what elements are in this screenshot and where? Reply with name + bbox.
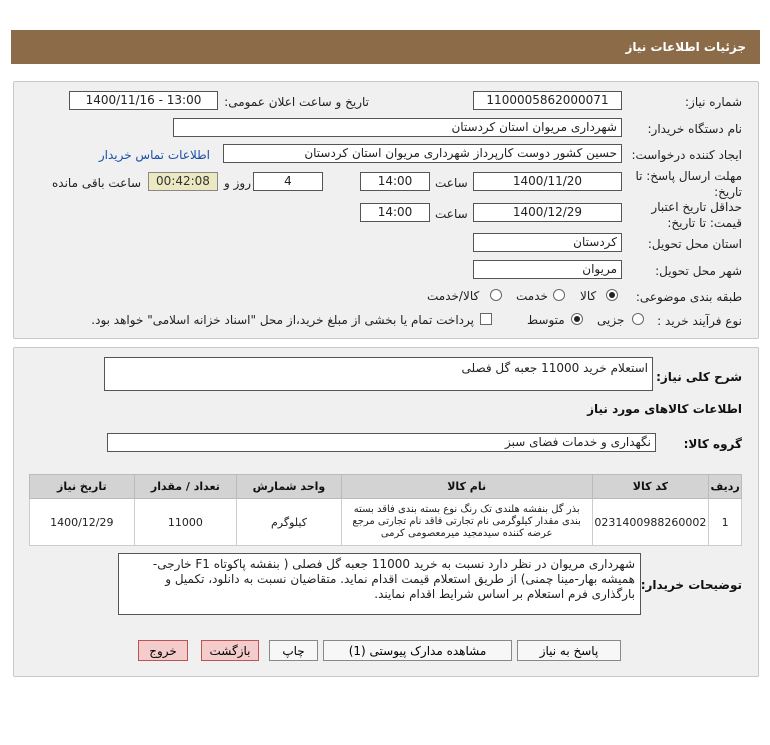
process-radio-minor[interactable]	[632, 313, 644, 325]
validity-date-field: 1400/12/29	[473, 203, 622, 222]
province-label: استان محل تحویل:	[647, 237, 742, 251]
category-radio-goods[interactable]	[606, 289, 618, 301]
validity-label	[632, 199, 742, 231]
col-unit-header: واحد شمارش	[237, 475, 342, 499]
deadline-time-field: 14:00	[360, 172, 430, 191]
days-field: 4	[253, 172, 323, 191]
category-option-goods: کالا	[580, 289, 597, 303]
goods-group-field: نگهداری و خدمات فضای سبز	[107, 433, 656, 452]
deadline-time-label: ساعت	[435, 176, 468, 190]
table-row	[30, 499, 742, 546]
process-option-minor: جزیی	[597, 313, 625, 327]
buyer-notes-field: شهرداری مریوان در نظر دارد نسبت به خرید 11000 جعبه گل فصلی ( بنفشه پاکوتاه F1 خارجی-همیشه بهار-مینا چمنی) از طریق استعلام قیمت اقدام نماید. متقاضیان نسبت به دانلود، تکمیل و بارگذاری فرم استعلام بر اساس شرایط اقدام نمایند.	[118, 553, 641, 615]
col-name-header: نام کالا	[341, 475, 592, 499]
goods-table-header	[30, 475, 742, 499]
validity-time-label: ساعت	[435, 207, 468, 221]
announce-field: 1400/11/16 - 13:00	[69, 91, 218, 110]
row-index: 1	[709, 499, 742, 546]
buyer-org-label: نام دستگاه خریدار:	[647, 122, 742, 136]
validity-label-text: حداقل تاریخ اعتبار قیمت: تا تاریخ:	[651, 200, 742, 230]
reply-button[interactable]: پاسخ به نیاز	[517, 640, 621, 661]
deadline-date-field: 1400/11/20	[473, 172, 622, 191]
city-field: مریوان	[473, 260, 622, 279]
creator-label: ایجاد کننده درخواست:	[631, 148, 742, 162]
row-code: 0231400988260002	[592, 499, 709, 546]
print-button[interactable]: چاپ	[269, 640, 318, 661]
need-number-label: شماره نیاز:	[685, 95, 742, 109]
row-qty: 11000	[134, 499, 237, 546]
creator-field: حسین کشور دوست کارپرداز شهرداری مریوان استان کردستان	[223, 144, 622, 163]
process-radio-medium[interactable]	[571, 313, 583, 325]
back-button[interactable]: بازگشت	[201, 640, 259, 661]
deadline-label	[632, 168, 742, 200]
col-date-header: تاریخ نیاز	[30, 475, 135, 499]
row-date: 1400/12/29	[30, 499, 135, 546]
category-radio-service[interactable]	[553, 289, 565, 301]
days-label: روز و	[224, 176, 251, 190]
page-title: جزئیات اطلاعات نیاز	[625, 40, 746, 54]
summary-field	[104, 357, 653, 391]
attachments-button[interactable]: مشاهده مدارک پیوستی (1)	[323, 640, 512, 661]
col-qty-header: تعداد / مقدار	[134, 475, 237, 499]
category-option-goods-service: کالا/خدمت	[427, 289, 480, 303]
goods-info-title: اطلاعات کالاهای مورد نیاز	[587, 402, 742, 416]
remaining-label: ساعت باقی مانده	[52, 176, 142, 190]
province-field: کردستان	[473, 233, 622, 252]
goods-table	[29, 474, 742, 546]
row-name: بذر گل بنفشه هلندی تک رنگ نوع بسته بندی فاقد بسته بندی مقدار کیلوگرمی نام تجارتی فاقد نام تجارتی مرجع عرضه کننده سیدمجید میرمعصومی کرمی	[341, 499, 592, 546]
summary-label: شرح کلی نیاز:	[656, 370, 742, 384]
buyer-notes-label: توضیحات خریدار:	[640, 578, 742, 592]
row-unit: کیلوگرم	[237, 499, 342, 546]
process-option-medium: متوسط	[527, 313, 565, 327]
col-row-header: ردیف	[709, 475, 742, 499]
process-label: نوع فرآیند خرید :	[657, 314, 742, 328]
deadline-label-text: مهلت ارسال پاسخ: تا تاریخ:	[635, 169, 742, 199]
summary-text: استعلام خرید 11000 جعبه گل فصلی	[461, 361, 648, 375]
category-radio-goods-service[interactable]	[490, 289, 502, 301]
goods-group-label: گروه کالا:	[683, 437, 742, 451]
contact-info-link[interactable]: اطلاعات تماس خریدار	[98, 148, 210, 162]
treasury-payment-checkbox[interactable]	[480, 313, 492, 325]
city-label: شهر محل تحویل:	[655, 264, 742, 278]
category-option-service: خدمت	[516, 289, 548, 303]
col-code-header: کد کالا	[592, 475, 709, 499]
payment-note: پرداخت تمام یا بخشی از مبلغ خرید،از محل "اسناد خزانه اسلامی" خواهد بود.	[91, 313, 474, 327]
announce-label: تاریخ و ساعت اعلان عمومی:	[224, 95, 369, 109]
exit-button[interactable]: خروج	[138, 640, 188, 661]
page-title-bar	[11, 30, 760, 64]
buyer-org-field: شهرداری مریوان استان کردستان	[173, 118, 622, 137]
need-number-field: 1100005862000071	[473, 91, 622, 110]
remaining-time-field: 00:42:08	[148, 172, 218, 191]
category-label: طبقه بندی موضوعی:	[635, 290, 742, 304]
validity-time-field: 14:00	[360, 203, 430, 222]
